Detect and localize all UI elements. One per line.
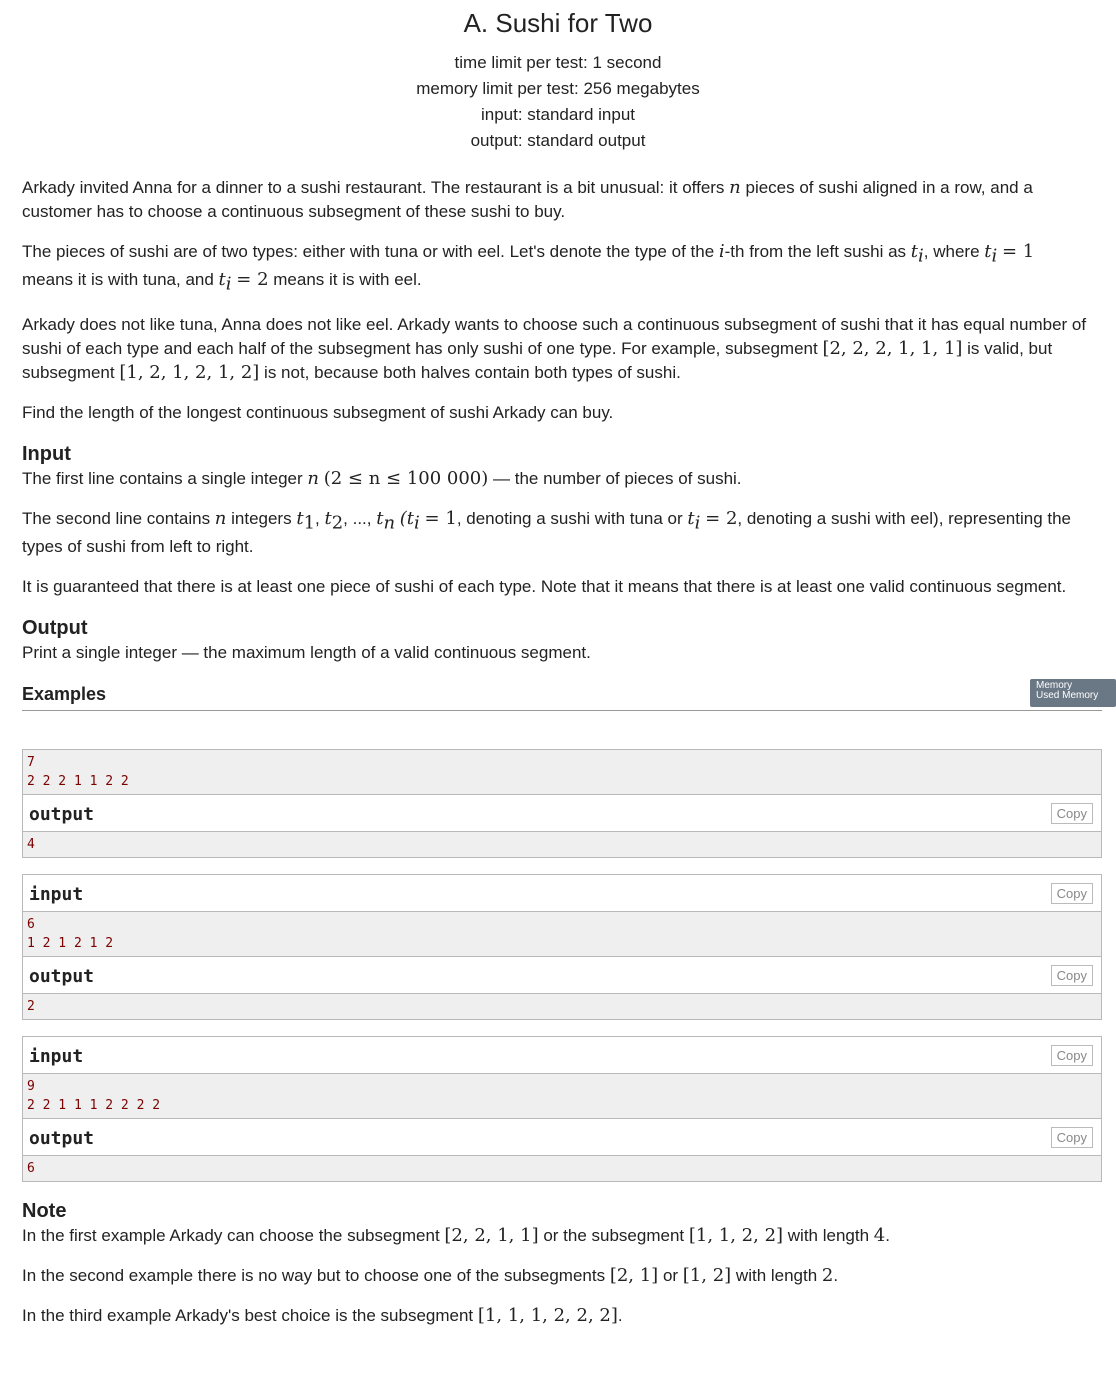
memory-limit: memory limit per test: 256 megabytes [416,79,700,98]
example-3 [22,1036,1102,1182]
note-3: In the third example Arkady's best choice is the subsegment [1, 1, 1, 2, 2, 2]. [22,1305,623,1327]
copy-button[interactable]: Copy [1051,883,1093,904]
example-2-input-title [23,875,1101,912]
copy-button[interactable]: Copy [1051,1045,1093,1066]
example-3-input[interactable]: 9 2 2 1 1 1 2 2 2 2 [23,1074,1101,1119]
example-3-output-title [23,1119,1101,1156]
note-2: In the second example there is no way but to choose one of the subsegments [2, 1] or [1, 2] with length 2. [22,1265,839,1287]
memory-tag-line1: Memory [1036,680,1073,691]
input-label: input [29,884,84,906]
example-1-output-title [23,795,1101,832]
copy-button[interactable]: Copy [1051,965,1093,986]
statement-p4: Find the length of the longest continuous subsegment of sushi Arkady can buy. [22,402,614,422]
statement-p2: The pieces of sushi are of two types: either with tuna or with eel. Let's denote the type of the i-th from the left sushi as $t_i$, where $t_i = 1$ means it is with tuna, and $t_i = 2$ means it is with eel. [22,241,1035,295]
problem-statement [22,176,1102,1344]
example-3-input-title [23,1037,1101,1074]
example-2-output-title [23,957,1101,994]
note-1: In the first example Arkady can choose the subsegment [2, 2, 1, 1] or the subsegment [1, 1, 2, 2] with length 4. [22,1225,890,1247]
example-1-output[interactable]: 4 [23,832,1101,857]
output-text: Print a single integer — the maximum length of a valid continuous segment. [22,643,591,663]
note-heading: Note [22,1200,67,1223]
problem-header [0,8,1116,154]
statement-p3: Arkady does not like tuna, Anna does not like eel. Arkady wants to choose such a continuous subsegment of sushi that it has equal number of sushi of each type and each half of the subsegment has only sushi of one type. For example, subsegment [2, 2, 2, 1, 1, 1] is valid, but subsegment [1, 2, 1, 2, 1, 2] is not, because both halves contain both types of sushi. [22,314,1087,383]
copy-button[interactable]: Copy [1051,803,1093,824]
copy-button[interactable]: Copy [1051,1127,1093,1148]
input-line3: It is guaranteed that there is at least one piece of sushi of each type. Note that it means that there is at least one valid continuous segment. [22,577,1067,597]
output-label: output [29,1128,95,1150]
time-limit: time limit per test: 1 second [454,53,662,72]
output-label: output [29,804,95,826]
output-label: output [29,966,95,988]
example-3-output[interactable]: 6 [23,1156,1101,1181]
input-line2: The second line contains n integers $t_1$, $t_2$, ..., $t_n$ ($t_i = 1$, denoting a sushi with tuna or $t_i = 2$, denoting a sushi with eel), representing the types of sushi from left to right. [22,507,1071,557]
output-file: output: standard output [470,131,646,150]
example-1-input[interactable]: 7 2 2 2 1 1 2 2 [23,750,1101,795]
memory-tag-line2: Used Memory [1036,690,1099,701]
problem-title: A. Sushi for Two [463,8,653,38]
input-line1: The first line contains a single integer n (2 ≤ n ≤ 100 000) — the number of pieces of sushi. [22,467,742,489]
example-2-input[interactable]: 6 1 2 1 2 1 2 [23,912,1101,957]
examples-heading: Examples [22,684,107,705]
example-2 [22,874,1102,1020]
example-1 [22,749,1102,858]
statement-p1: Arkady invited Anna for a dinner to a sushi restaurant. The restaurant is a bit unusual: it offers n pieces of sushi aligned in a row, and a customer has to choose a continuous subsegment of these sushi to buy. [22,177,1033,221]
input-heading: Input [22,442,71,465]
output-heading: Output [22,617,88,640]
input-file: input: standard input [480,105,636,124]
input-label: input [29,1046,84,1068]
example-2-output[interactable]: 2 [23,994,1101,1019]
